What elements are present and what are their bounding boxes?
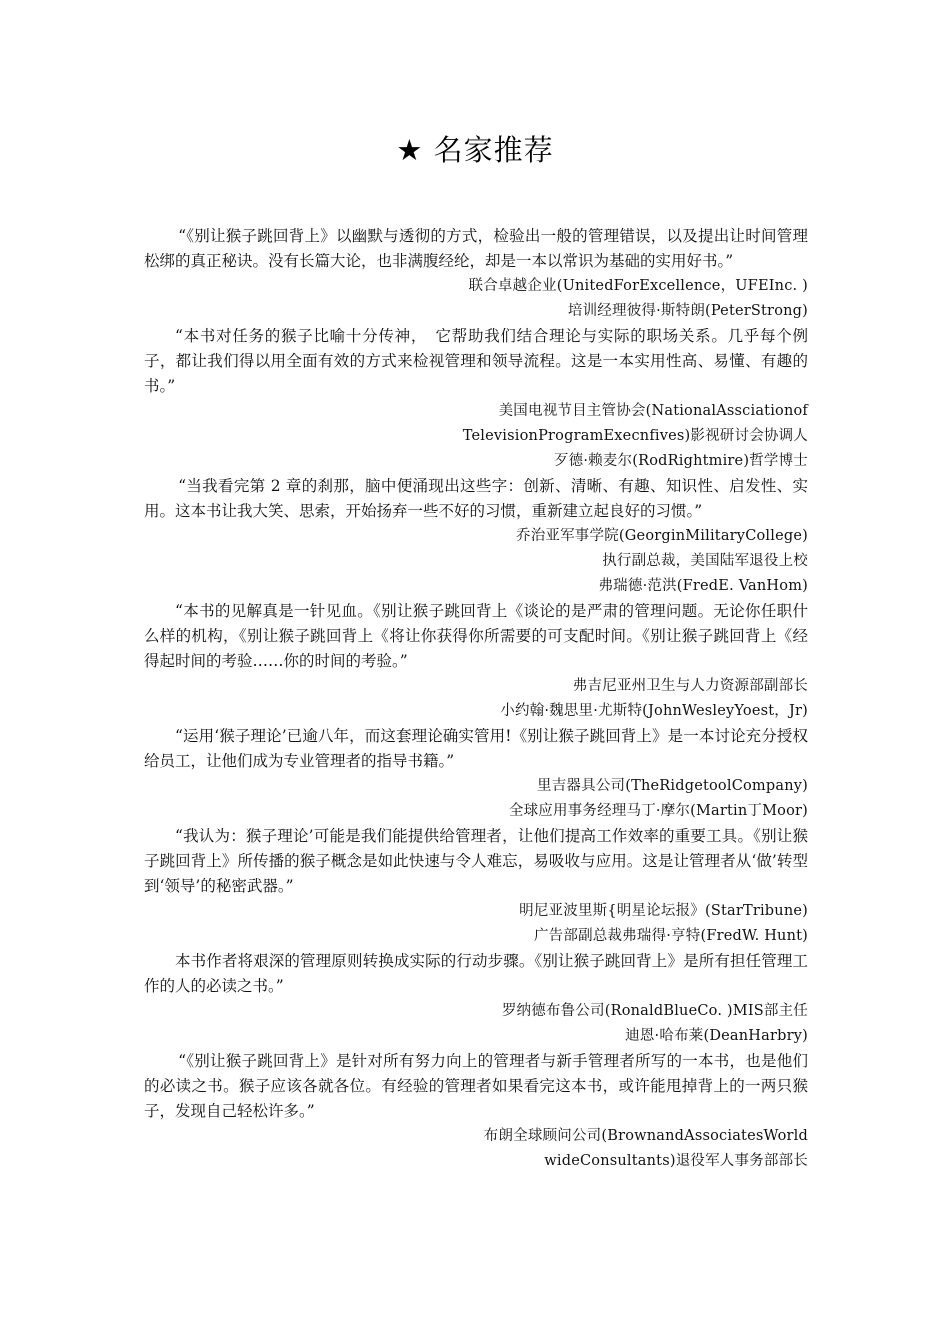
recommendation-quote: “本书对任务的猴子比喻十分传神， 它帮助我们结合理论与实际的职场关系。几乎每个例子，都让我们得以用全面有效的方式来检视管理和领导流程。这是一本实用性高、易懂、有趣的书。” — [144, 327, 808, 395]
attribution-line: 罗纳德布鲁公司(RonaldBlueCo. )MIS部主任 — [501, 1003, 808, 1019]
page-title-text: 名家推荐 — [433, 133, 554, 167]
attribution-line: 弗瑞德·范洪(FredE. VanHom) — [598, 578, 808, 594]
recommendation-quote: “《别让猴子跳回背上》是针对所有努力向上的管理者与新手管理者所写的一本书，也是他们的必读之书。猴子应该各就各位。有经验的管理者如果看完这本书，或许能甩掉背上的一两只猴子，发现自己轻松许多。” — [144, 1052, 808, 1120]
attribution-line: 联合卓越企业(UnitedForExcellence，UFEInc. ) — [468, 278, 808, 294]
page-title — [0, 128, 950, 169]
recommendation-entry — [144, 724, 808, 824]
recommendation-entry — [144, 824, 808, 949]
recommendation-quote: “运用‘猴子理论’已逾八年，而这套理论确实管用!《别让猴子跳回背上》是一本讨论充分授权给员工，让他们成为专业管理者的指导书籍。” — [144, 727, 808, 770]
attribution-line: 里吉器具公司(TheRidgetoolCompany) — [537, 778, 808, 794]
recommendation-entry — [144, 949, 808, 1049]
recommendation-quote: “《别让猴子跳回背上》以幽默与透彻的方式，检验出一般的管理错误，以及提出让时间管理松绑的真正秘诀。没有长篇大论，也非满腹经纶，却是一本以常识为基础的实用好书。” — [144, 227, 808, 270]
recommendation-entry — [144, 1049, 808, 1174]
attribution-line: 布朗全球顾问公司(BrownandAssociatesWorld — [483, 1128, 808, 1144]
attribution-line: 小约翰·魏思里·尤斯特(JohnWesleyYoest，Jr) — [500, 703, 808, 719]
recommendation-quote: 本书作者将艰深的管理原则转换成实际的行动步骤。《别让猴子跳回背上》是所有担任管理工作的人的必读之书。” — [144, 952, 808, 995]
attribution-line: 乔治亚军事学院(GeorginMilitaryCollege) — [516, 528, 808, 544]
attribution-line: 歹德·赖麦尔(RodRightmire)哲学博士 — [553, 453, 808, 469]
attribution-line: 弗吉尼亚州卫生与人力资源部副部长 — [572, 678, 808, 694]
recommendation-entry — [144, 599, 808, 724]
recommendation-quote: “当我看完第 2 章的刹那，脑中便涌现出这些字：创新、清晰、有趣、知识性、启发性、实用。这本书让我大笑、思索，开始扬弃一些不好的习惯，重新建立起良好的习惯。” — [144, 477, 808, 520]
recommendation-entry — [144, 474, 808, 599]
recommendation-quote: “我认为：猴子理论’可能是我们能提供给管理者，让他们提高工作效率的重要工具。《别让猴子跳回背上》所传播的猴子概念是如此快速与令人难忘，易吸收与应用。这是让管理者从‘做’转型到‘领导’的秘密武器。” — [144, 827, 808, 895]
attribution-line: TelevisionProgramExecnfives)影视研讨会协调人 — [462, 428, 808, 444]
attribution-line: 全球应用事务经理马丁·摩尔(Martin丁Moor) — [508, 803, 808, 819]
recommendation-entry — [144, 224, 808, 324]
attribution-line: 美国电视节目主管协会(NationalAssciationof — [498, 403, 808, 419]
star-icon: ★ — [396, 133, 424, 167]
recommendations-list — [144, 224, 808, 1174]
attribution-line: 迪恩·哈布莱(DeanHarbry) — [625, 1028, 808, 1044]
attribution-line: wideConsultants)退役军人事务部部长 — [544, 1153, 808, 1169]
attribution-line: 广告部副总裁弗瑞得·亨特(FredW. Hunt) — [533, 928, 808, 944]
attribution-line: 明尼亚波里斯{明星论坛报》(StarTribune) — [519, 903, 808, 919]
attribution-line: 培训经理彼得·斯特朗(PeterStrong) — [567, 303, 808, 319]
attribution-line: 执行副总裁，美国陆军退役上校 — [602, 553, 808, 569]
recommendation-quote: “本书的见解真是一针见血。《别让猴子跳回背上《谈论的是严肃的管理问题。无论你任职什么样的机构，《别让猴子跳回背上《将让你获得你所需要的可支配时间。《别让猴子跳回背上《经得起时间的考验……你的时间的考验。” — [144, 602, 808, 670]
recommendation-entry — [144, 324, 808, 474]
